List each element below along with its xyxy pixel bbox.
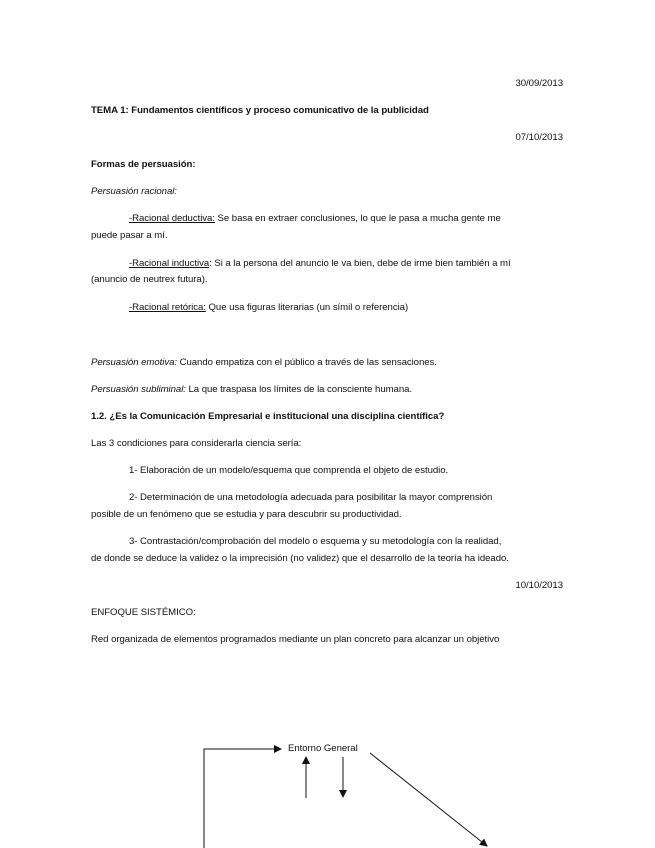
feedback-arrow — [204, 749, 281, 848]
condition-3-line-1: 3- Contrastación/comprobación del modelo o esquema y su metodología con la realidad, — [129, 536, 502, 547]
emotive-label: Persuasión emotiva: — [91, 357, 177, 368]
emotive-text: Cuando empatiza con el público a través de las sensaciones. — [176, 357, 437, 368]
general-environment-node: Entorno General — [288, 743, 358, 754]
inductive-term: -Racional inductiva — [129, 258, 210, 269]
deductive-continuation: puede pasar a mí. — [91, 230, 168, 241]
condition-1: 1- Elaboración de un modelo/esquema que comprenda el objeto de estudio. — [129, 465, 449, 476]
date-2: 07/10/2013 — [515, 132, 563, 143]
diagonal-arrow — [370, 753, 487, 846]
date-3: 10/10/2013 — [515, 580, 563, 591]
topic-title: TEMA 1: Fundamentos científicos y proceso comunicativo de la publicidad — [91, 105, 429, 116]
deductive-term: -Racional deductiva: — [129, 213, 215, 224]
date-1: 30/09/2013 — [515, 78, 563, 89]
condition-2-line-1: 2- Determinación de una metodología adecuada para posibilitar la mayor comprensión — [129, 492, 493, 503]
subliminal-label: Persuasión subliminal: — [91, 384, 186, 395]
condition-3-line-2: de donde se deduce la validez o la imprecisión (no validez) que el desarrollo de la teoría ha ideado. — [91, 553, 509, 564]
rational-persuasion-label: Persuasión racional: — [91, 186, 177, 197]
rhetorical-term: -Racional retórica: — [129, 302, 206, 313]
systemic-approach-heading: ENFOQUE SISTÉMICO: — [91, 607, 196, 618]
conditions-intro: Las 3 condiciones para considerarla ciencia sería: — [91, 438, 302, 449]
persuasion-heading: Formas de persuasión: — [91, 159, 196, 170]
systemic-definition: Red organizada de elementos programados mediante un plan concreto para alcanzar un objetivo — [91, 634, 500, 645]
inductive-text: : Si a la persona del anuncio le va bien, debe de irme bien también a mí — [209, 258, 511, 269]
condition-2-line-2: posible de un fenómeno que se estudia y para descubrir su productividad. — [91, 509, 402, 520]
inductive-continuation: (anuncio de neutrex futura). — [91, 274, 208, 285]
rhetorical-text: Que usa figuras literarias (un símil o referencia) — [205, 302, 409, 313]
subliminal-text: La que traspasa los límites de la consciente humana. — [185, 384, 413, 395]
deductive-text: Se basa en extraer conclusiones, lo que le pasa a mucha gente me — [214, 213, 501, 224]
section-heading-1-2: 1.2. ¿Es la Comunicación Empresarial e institucional una disciplina científica? — [91, 411, 445, 422]
